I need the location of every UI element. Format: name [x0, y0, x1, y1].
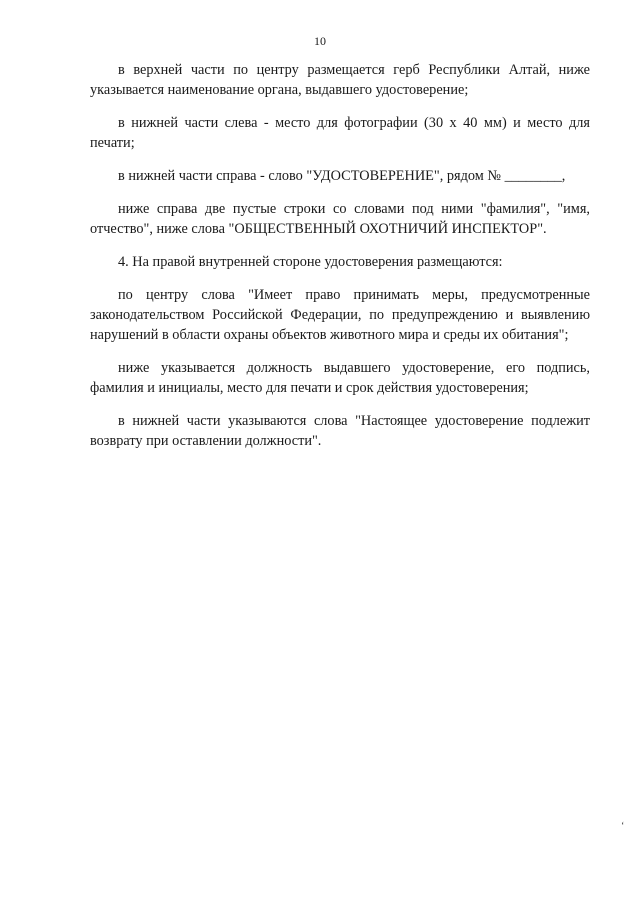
paragraph-name-lines: ниже справа две пустые строки со словами под ними "фамилия", "имя, отчество", ниже слова "ОБЩЕСТВЕННЫЙ ОХОТНИЧИЙ ИНСПЕКТОР".	[90, 201, 590, 237]
paragraph-rights-text: по центру слова "Имеет право принимать меры, предусмотренные законодательством Российской Федерации, по предупреждению и выявлению нарушений в области охраны объектов животного мира и среды их обитания";	[90, 287, 590, 343]
page-number: 10	[314, 34, 326, 48]
paragraph-return-notice: в нижней части указываются слова "Настоящее удостоверение подлежит возврату при оставлении должности".	[90, 413, 590, 449]
paragraph-certificate-word: в нижней части справа - слово "УДОСТОВЕРЕНИЕ", рядом № ________,	[118, 168, 566, 184]
paragraph-photo-place: в нижней части слева - место для фотографии (30 х 40 мм) и место для печати;	[90, 115, 590, 151]
document-body	[90, 60, 590, 464]
paragraph-signature-info: ниже указывается должность выдавшего удостоверение, его подпись, фамилия и инициалы, место для печати и срок действия удостоверения;	[90, 360, 590, 396]
paragraph-right-side-heading: 4. На правой внутренней стороне удостоверения размещаются:	[118, 254, 503, 270]
paragraph-coat-of-arms: в верхней части по центру размещается герб Республики Алтай, ниже указывается наименование органа, выдавшего удостоверение;	[90, 62, 590, 98]
margin-mark: ‘	[621, 821, 625, 832]
